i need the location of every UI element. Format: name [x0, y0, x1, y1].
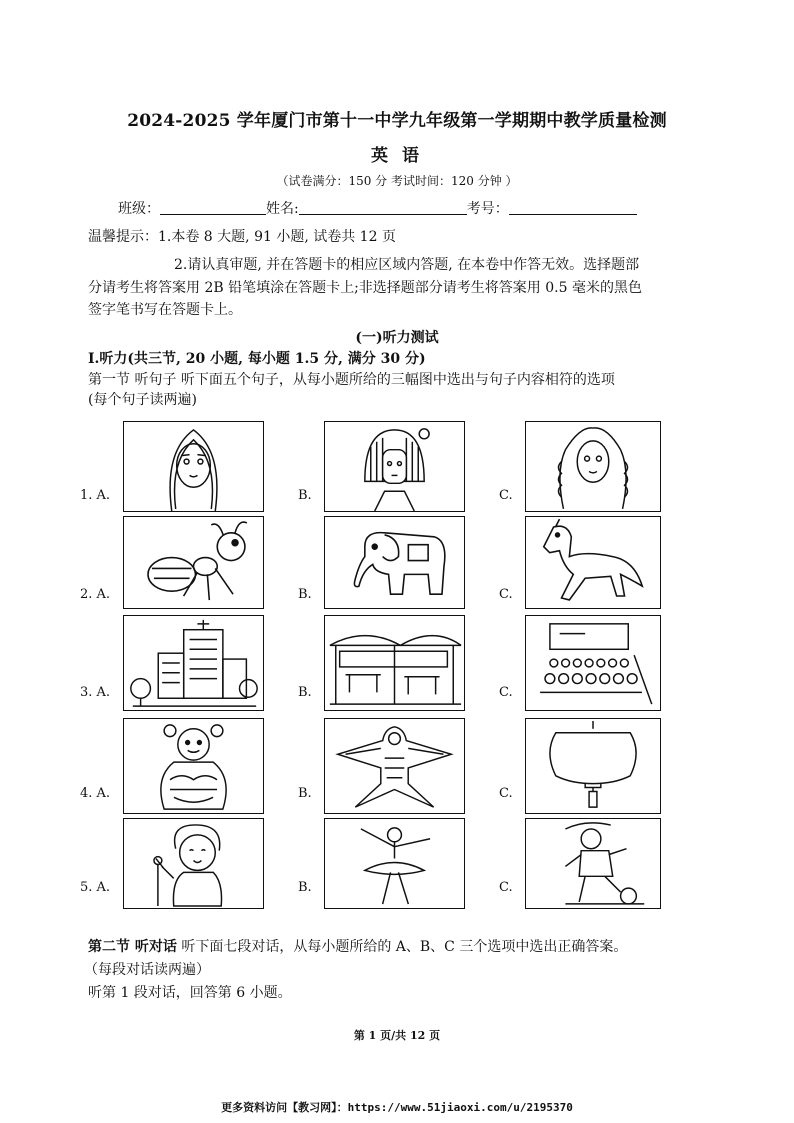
- picture-singing-girl[interactable]: [123, 818, 264, 909]
- part2-instruction-text: 听下面七段对话，从每小题所给的 A、B、C 三个选项中选出正确答案。: [176, 939, 628, 955]
- section-title-listening: (一)听力测试: [355, 330, 439, 346]
- picture-girl-curly-hair[interactable]: [525, 421, 661, 512]
- picture-kite[interactable]: [324, 718, 465, 814]
- picture-cinema[interactable]: [525, 615, 661, 711]
- dialogue-1-instruction: 听第 1 段对话，回答第 6 小题。: [88, 985, 292, 1001]
- class-label: 班级：: [118, 201, 160, 217]
- tips-line-4: 签字笔书写在答题卡上。: [88, 302, 242, 318]
- name-field[interactable]: [299, 199, 467, 215]
- picture-elephant[interactable]: [324, 516, 465, 609]
- page-number: 第 1 页/共 12 页: [353, 1029, 441, 1042]
- part2-title: 第二节 听对话: [88, 939, 177, 955]
- number-field[interactable]: [509, 199, 637, 215]
- option-b-label: B.: [298, 587, 312, 602]
- part2-note: （每段对话读两遍）: [84, 962, 210, 978]
- picture-ant[interactable]: [123, 516, 264, 609]
- option-c-label: C.: [499, 587, 513, 602]
- number-label: 考号：: [466, 201, 509, 217]
- picture-girl-long-hair[interactable]: [123, 421, 264, 512]
- option-c-label: C.: [499, 880, 513, 895]
- subject-title: 英 语: [371, 146, 423, 166]
- picture-horse[interactable]: [525, 516, 661, 609]
- option-c-label: C.: [499, 786, 513, 801]
- option-b-label: B.: [298, 488, 312, 503]
- part-title: I.听力(共三节, 20 小题, 每小题 1.5 分, 满分 30 分): [88, 351, 426, 367]
- student-info-line: [118, 198, 637, 218]
- option-c-label: C.: [499, 685, 513, 700]
- question-label: 1. A.: [80, 488, 111, 503]
- name-label: 姓名:: [266, 201, 299, 217]
- question-label: 5. A.: [80, 880, 111, 895]
- picture-hospital[interactable]: [123, 615, 264, 711]
- option-c-label: C.: [499, 488, 513, 503]
- picture-lantern[interactable]: [525, 718, 661, 814]
- picture-clay-doll[interactable]: [123, 718, 264, 814]
- question-label: 3. A.: [80, 685, 111, 700]
- picture-football-player[interactable]: [525, 818, 661, 909]
- question-label: 4. A.: [80, 786, 111, 801]
- tips-line-3: 分请考生将答案用 2B 铅笔填涂在答题卡上;非选择题部分请考生将答案用 0.5 毫米的黑色: [88, 280, 642, 296]
- question-label: 2. A.: [80, 587, 111, 602]
- exam-meta: （试卷满分：150 分 考试时间：120 分钟 ）: [276, 174, 518, 188]
- option-b-label: B.: [298, 685, 312, 700]
- resource-link[interactable]: 更多资料访问【教习网】：https://www.51jiaoxi.com/u/2195370: [221, 1101, 573, 1114]
- tips-line-2: 2.请认真审题, 并在答题卡的相应区域内答题, 在本卷中作答无效。选择题部: [174, 257, 640, 273]
- picture-ballet-dancer[interactable]: [324, 818, 465, 909]
- picture-cafe[interactable]: [324, 615, 465, 711]
- class-field[interactable]: [160, 199, 266, 215]
- tips-line-1: 温馨提示：1.本卷 8 大题, 91 小题, 试卷共 12 页: [88, 229, 396, 245]
- picture-girl-bob-hair[interactable]: [324, 421, 465, 512]
- exam-title: 2024-2025 学年厦门市第十一中学九年级第一学期期中教学质量检测: [127, 111, 667, 131]
- option-b-label: B.: [298, 786, 312, 801]
- option-b-label: B.: [298, 880, 312, 895]
- part1-instruction: 第一节 听句子 听下面五个句子，从每小题所给的三幅图中选出与句子内容相符的选项: [88, 372, 615, 388]
- part1-instruction-note: (每个句子读两遍): [88, 392, 197, 408]
- part2-instruction: [88, 937, 627, 957]
